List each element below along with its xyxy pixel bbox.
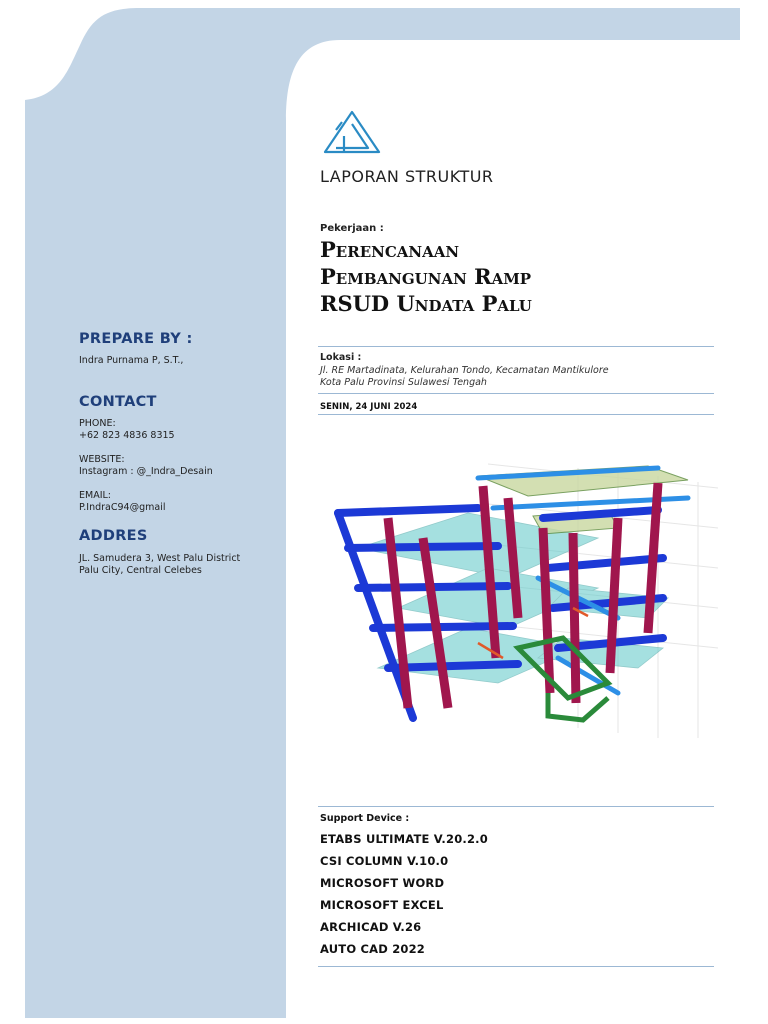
logo-icon <box>322 108 382 156</box>
location-label: Lokasi : <box>320 352 362 363</box>
support-label: Support Device : <box>320 813 410 824</box>
divider <box>318 966 714 967</box>
device-item: ARCHICAD V.26 <box>320 920 422 934</box>
website-value: Instagram : @_Indra_Desain <box>79 466 213 477</box>
address-line-1: JL. Samudera 3, West Palu District <box>79 553 241 564</box>
divider <box>318 806 714 807</box>
divider <box>318 393 714 394</box>
email-label: EMAIL: <box>79 490 111 501</box>
report-date: SENIN, 24 JUNI 2024 <box>320 402 418 412</box>
divider <box>318 346 714 347</box>
address-line-2: Palu City, Central Celebes <box>79 565 202 576</box>
phone-value: +62 823 4836 8315 <box>79 430 175 441</box>
report-type: LAPORAN STRUKTUR <box>320 167 494 186</box>
divider <box>318 414 714 415</box>
device-item: MICROSOFT EXCEL <box>320 898 444 912</box>
location-line-2: Kota Palu Provinsi Sulawesi Tengah <box>320 377 487 388</box>
website-label: WEBSITE: <box>79 454 125 465</box>
device-item: MICROSOFT WORD <box>320 876 445 890</box>
title-line: Perencanaan <box>320 237 460 262</box>
address-heading: ADDRES <box>79 528 148 544</box>
prepare-heading: PREPARE BY : <box>79 331 193 347</box>
prepare-name: Indra Purnama P, S.T., <box>79 355 184 366</box>
project-title <box>320 236 532 317</box>
title-line: RSUD Undata Palu <box>320 291 532 316</box>
location-line-1: Jl. RE Martadinata, Kelurahan Tondo, Kecamatan Mantikulore <box>320 365 609 376</box>
phone-label: PHONE: <box>79 418 116 429</box>
structure-model-image <box>318 458 720 742</box>
device-item: AUTO CAD 2022 <box>320 942 426 956</box>
device-list <box>320 828 488 960</box>
contact-heading: CONTACT <box>79 394 157 410</box>
work-label: Pekerjaan : <box>320 223 384 234</box>
device-item: ETABS ULTIMATE V.20.2.0 <box>320 832 488 846</box>
device-item: CSI COLUMN V.10.0 <box>320 854 449 868</box>
email-value: P.IndraC94@gmail <box>79 502 166 513</box>
title-line: Pembangunan Ramp <box>320 264 532 289</box>
